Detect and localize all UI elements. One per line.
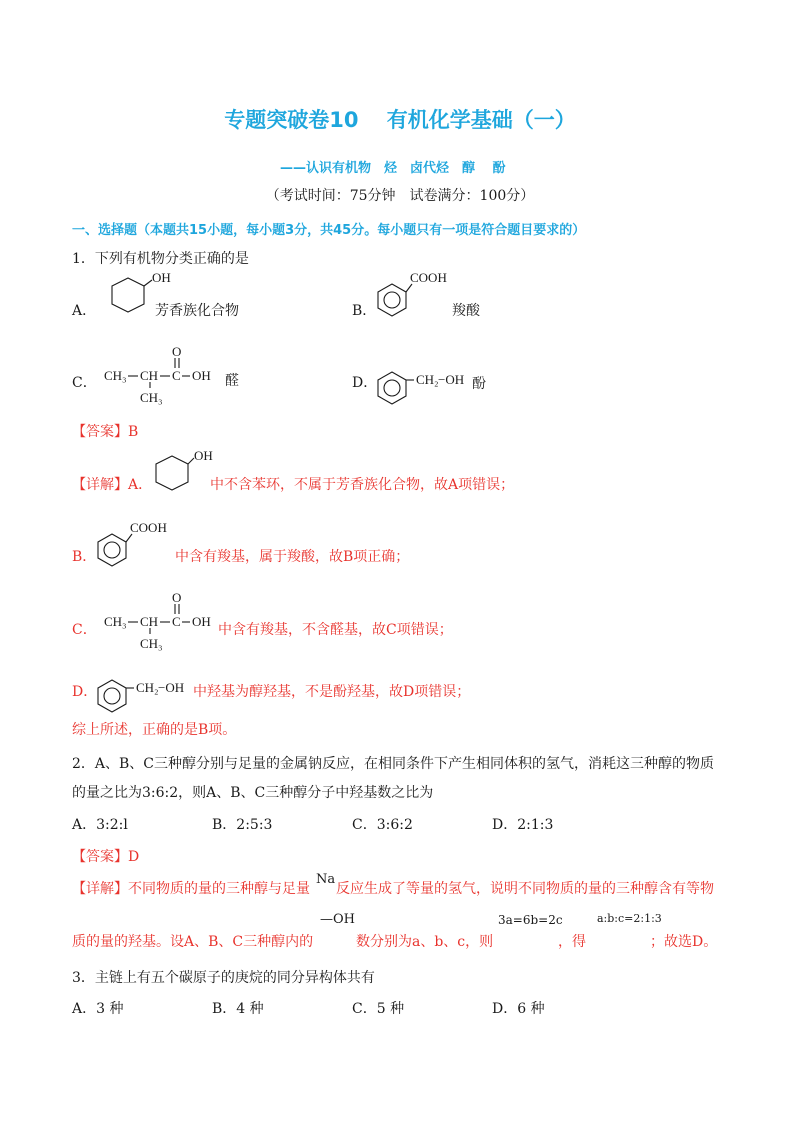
svg-text:O: O (172, 590, 182, 605)
cooh-label: COOH (410, 270, 447, 285)
benzoic-acid-structure (372, 266, 462, 326)
q1-detail-c: 中含有羧基，不含醛基，故C项错误； (218, 622, 453, 638)
q1-detail-b-label: B． (72, 549, 97, 565)
exam-info: （考试时间：75分钟 试卷满分：100分） (265, 188, 535, 204)
q2-detail-line2-a: 质的量的羟基。设A、B、C三种醇内的 (72, 934, 314, 950)
svg-text:OH: OH (192, 614, 211, 629)
q2-answer: 【答案】D (72, 849, 140, 865)
q1-option-c-label: C． (72, 375, 97, 391)
isobutyric-acid-structure (100, 344, 230, 404)
question-2-stem-line1: 2．A、B、C三种醇分别与足量的金属钠反应，在相同条件下产生相同体积的氢气，消耗这三种醇的物质 (72, 756, 715, 772)
q1-option-d-text: 酚 (472, 376, 486, 392)
svg-text:CH: CH (140, 368, 159, 383)
svg-text:C: C (172, 614, 181, 629)
svg-text:OH: OH (192, 368, 211, 383)
q2-detail-line2-c: ，得 (558, 934, 586, 950)
section-heading: 一、选择题（本题共15小题，每小题3分，共45分。每小题只有一项是符合题目要求的） (72, 223, 586, 238)
q1-option-b-text: 羧酸 (452, 303, 480, 319)
q1-option-b-label: B． (352, 303, 377, 319)
svg-text:−OH: −OH (158, 680, 185, 695)
q2-detail-eq1: 3a=6b=2c (498, 913, 563, 927)
svg-text:CH₂: CH₂ (416, 372, 439, 387)
q1-detail-a: 中不含苯环，不属于芳香族化合物，故A项错误； (210, 477, 515, 493)
q2-detail-na: Na (316, 872, 336, 887)
q2-option-a: A．3:2:l (72, 817, 128, 833)
q1-option-c-text: 醛 (225, 373, 239, 389)
q2-option-c: C．3:6:2 (352, 817, 413, 833)
svg-text:CH₃: CH₃ (140, 390, 163, 405)
q2-detail-eq2: a:b:c=2:1:3 (597, 912, 662, 925)
q1-summary: 综上所述，正确的是B项。 (72, 722, 237, 738)
q1-option-a-text: 芳香族化合物 (155, 303, 239, 319)
q2-option-d: D．2:1:3 (492, 817, 554, 833)
svg-text:COOH: COOH (130, 520, 167, 535)
svg-text:−OH: −OH (438, 372, 465, 387)
q3-option-c: C．5 种 (352, 1001, 405, 1017)
q1-answer: 【答案】B (72, 424, 139, 440)
svg-text:O: O (172, 344, 182, 359)
page-title: 专题突破卷10 有机化学基础（一） (224, 108, 576, 132)
q1-detail-c-label: C． (72, 622, 97, 638)
svg-text:CH₃: CH₃ (104, 368, 127, 383)
q1-option-a-label: A． (72, 303, 97, 319)
q2-detail-line2-d: ；故选D。 (650, 934, 718, 950)
question-1-stem: 1．下列有机物分类正确的是 (72, 251, 249, 267)
q3-option-a: A．3 种 (72, 1001, 124, 1017)
svg-text:CH₃: CH₃ (140, 636, 163, 651)
q1-option-d-label: D． (352, 375, 378, 391)
question-3-stem: 3．主链上有五个碳原子的庚烷的同分异构体共有 (72, 970, 375, 986)
q1-detail-prefix: 【详解】A． (72, 477, 153, 493)
q2-detail-line1-a: 【详解】不同物质的量的三种醇与足量 (72, 881, 310, 897)
svg-text:C: C (172, 368, 181, 383)
question-2-stem-line2: 的量之比为3:6:2，则A、B、C三种醇分子中羟基数之比为 (72, 785, 434, 801)
q1-detail-d: 中羟基为醇羟基，不是酚羟基，故D项错误； (193, 684, 471, 700)
q1-detail-d-label: D． (72, 684, 98, 700)
svg-text:CH₂: CH₂ (136, 680, 159, 695)
detail-isobutyric-acid-structure (100, 590, 230, 650)
page-subtitle: ——认识有机物 烃 卤代烃 醇 酚 (280, 161, 506, 176)
oh-label: OH (152, 270, 171, 285)
q3-option-b: B．4 种 (212, 1001, 264, 1017)
svg-text:CH₃: CH₃ (104, 614, 127, 629)
q2-detail-oh: —OH (320, 912, 355, 927)
q1-detail-b: 中含有羧基，属于羧酸，故B项正确； (175, 549, 410, 565)
q2-option-b: B．2:5:3 (212, 817, 273, 833)
svg-text:OH: OH (194, 448, 213, 463)
detail-benzoic-acid-structure (92, 516, 182, 576)
svg-text:CH: CH (140, 614, 159, 629)
q3-option-d: D．6 种 (492, 1001, 545, 1017)
q2-detail-line2-b: 数分别为a、b、c，则 (356, 934, 494, 950)
q2-detail-line1-b: 反应生成了等量的氢气，说明不同物质的量的三种醇含有等物 (336, 881, 714, 897)
